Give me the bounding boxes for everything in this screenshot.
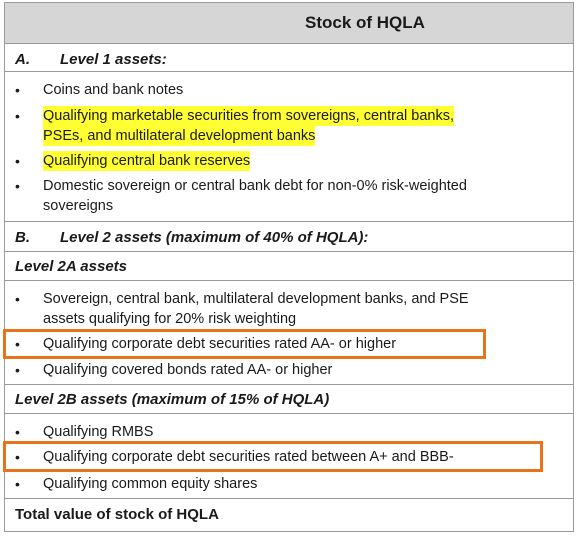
row-divider (5, 221, 573, 222)
item-text: Coins and bank notes (43, 82, 184, 98)
item-text: Qualifying corporate debt securities rated AA- or higher (43, 336, 397, 352)
bullet: • (15, 82, 20, 98)
item-text: Qualifying common equity shares (43, 476, 258, 492)
item-text: sovereigns (43, 198, 114, 214)
level-2b-heading: Level 2B assets (maximum of 15% of HQLA) (15, 391, 330, 408)
item-text: assets qualifying for 20% risk weighting (43, 311, 297, 327)
table-header (5, 3, 573, 44)
section-b-letter: B. (15, 229, 30, 246)
bullet: • (15, 336, 20, 352)
level-2a-heading: Level 2A assets (15, 258, 128, 275)
bullet: • (15, 178, 20, 194)
row-divider (5, 498, 573, 499)
section-b-label: Level 2 assets (maximum of 40% of HQLA): (60, 229, 369, 246)
bullet: • (15, 153, 20, 169)
row-divider (5, 413, 573, 414)
item-text-highlighted: Qualifying marketable securities from sovereigns, central banks, (43, 108, 455, 124)
item-text: Domestic sovereign or central bank debt for non-0% risk-weighted (43, 178, 467, 194)
section-a-letter: A. (15, 51, 30, 68)
row-divider (5, 280, 573, 281)
row-divider (5, 71, 573, 72)
bullet: • (15, 424, 20, 440)
bullet: • (15, 362, 20, 378)
item-text-highlighted: PSEs, and multilateral development banks (43, 128, 316, 144)
bullet: • (15, 108, 20, 124)
item-text: Sovereign, central bank, multilateral development banks, and PSE (43, 291, 469, 307)
table-title: Stock of HQLA (305, 13, 425, 32)
item-text-highlighted: Qualifying central bank reserves (43, 153, 251, 169)
hqla-table (4, 2, 574, 532)
bullet: • (15, 449, 20, 465)
bullet: • (15, 291, 20, 307)
total-row-label: Total value of stock of HQLA (15, 506, 219, 523)
row-divider (5, 251, 573, 252)
section-a-label: Level 1 assets: (60, 51, 167, 68)
item-text: Qualifying RMBS (43, 424, 154, 440)
item-text: Qualifying corporate debt securities rated between A+ and BBB- (43, 449, 454, 465)
item-text: Qualifying covered bonds rated AA- or higher (43, 362, 333, 378)
row-divider (5, 384, 573, 385)
bullet: • (15, 476, 20, 492)
